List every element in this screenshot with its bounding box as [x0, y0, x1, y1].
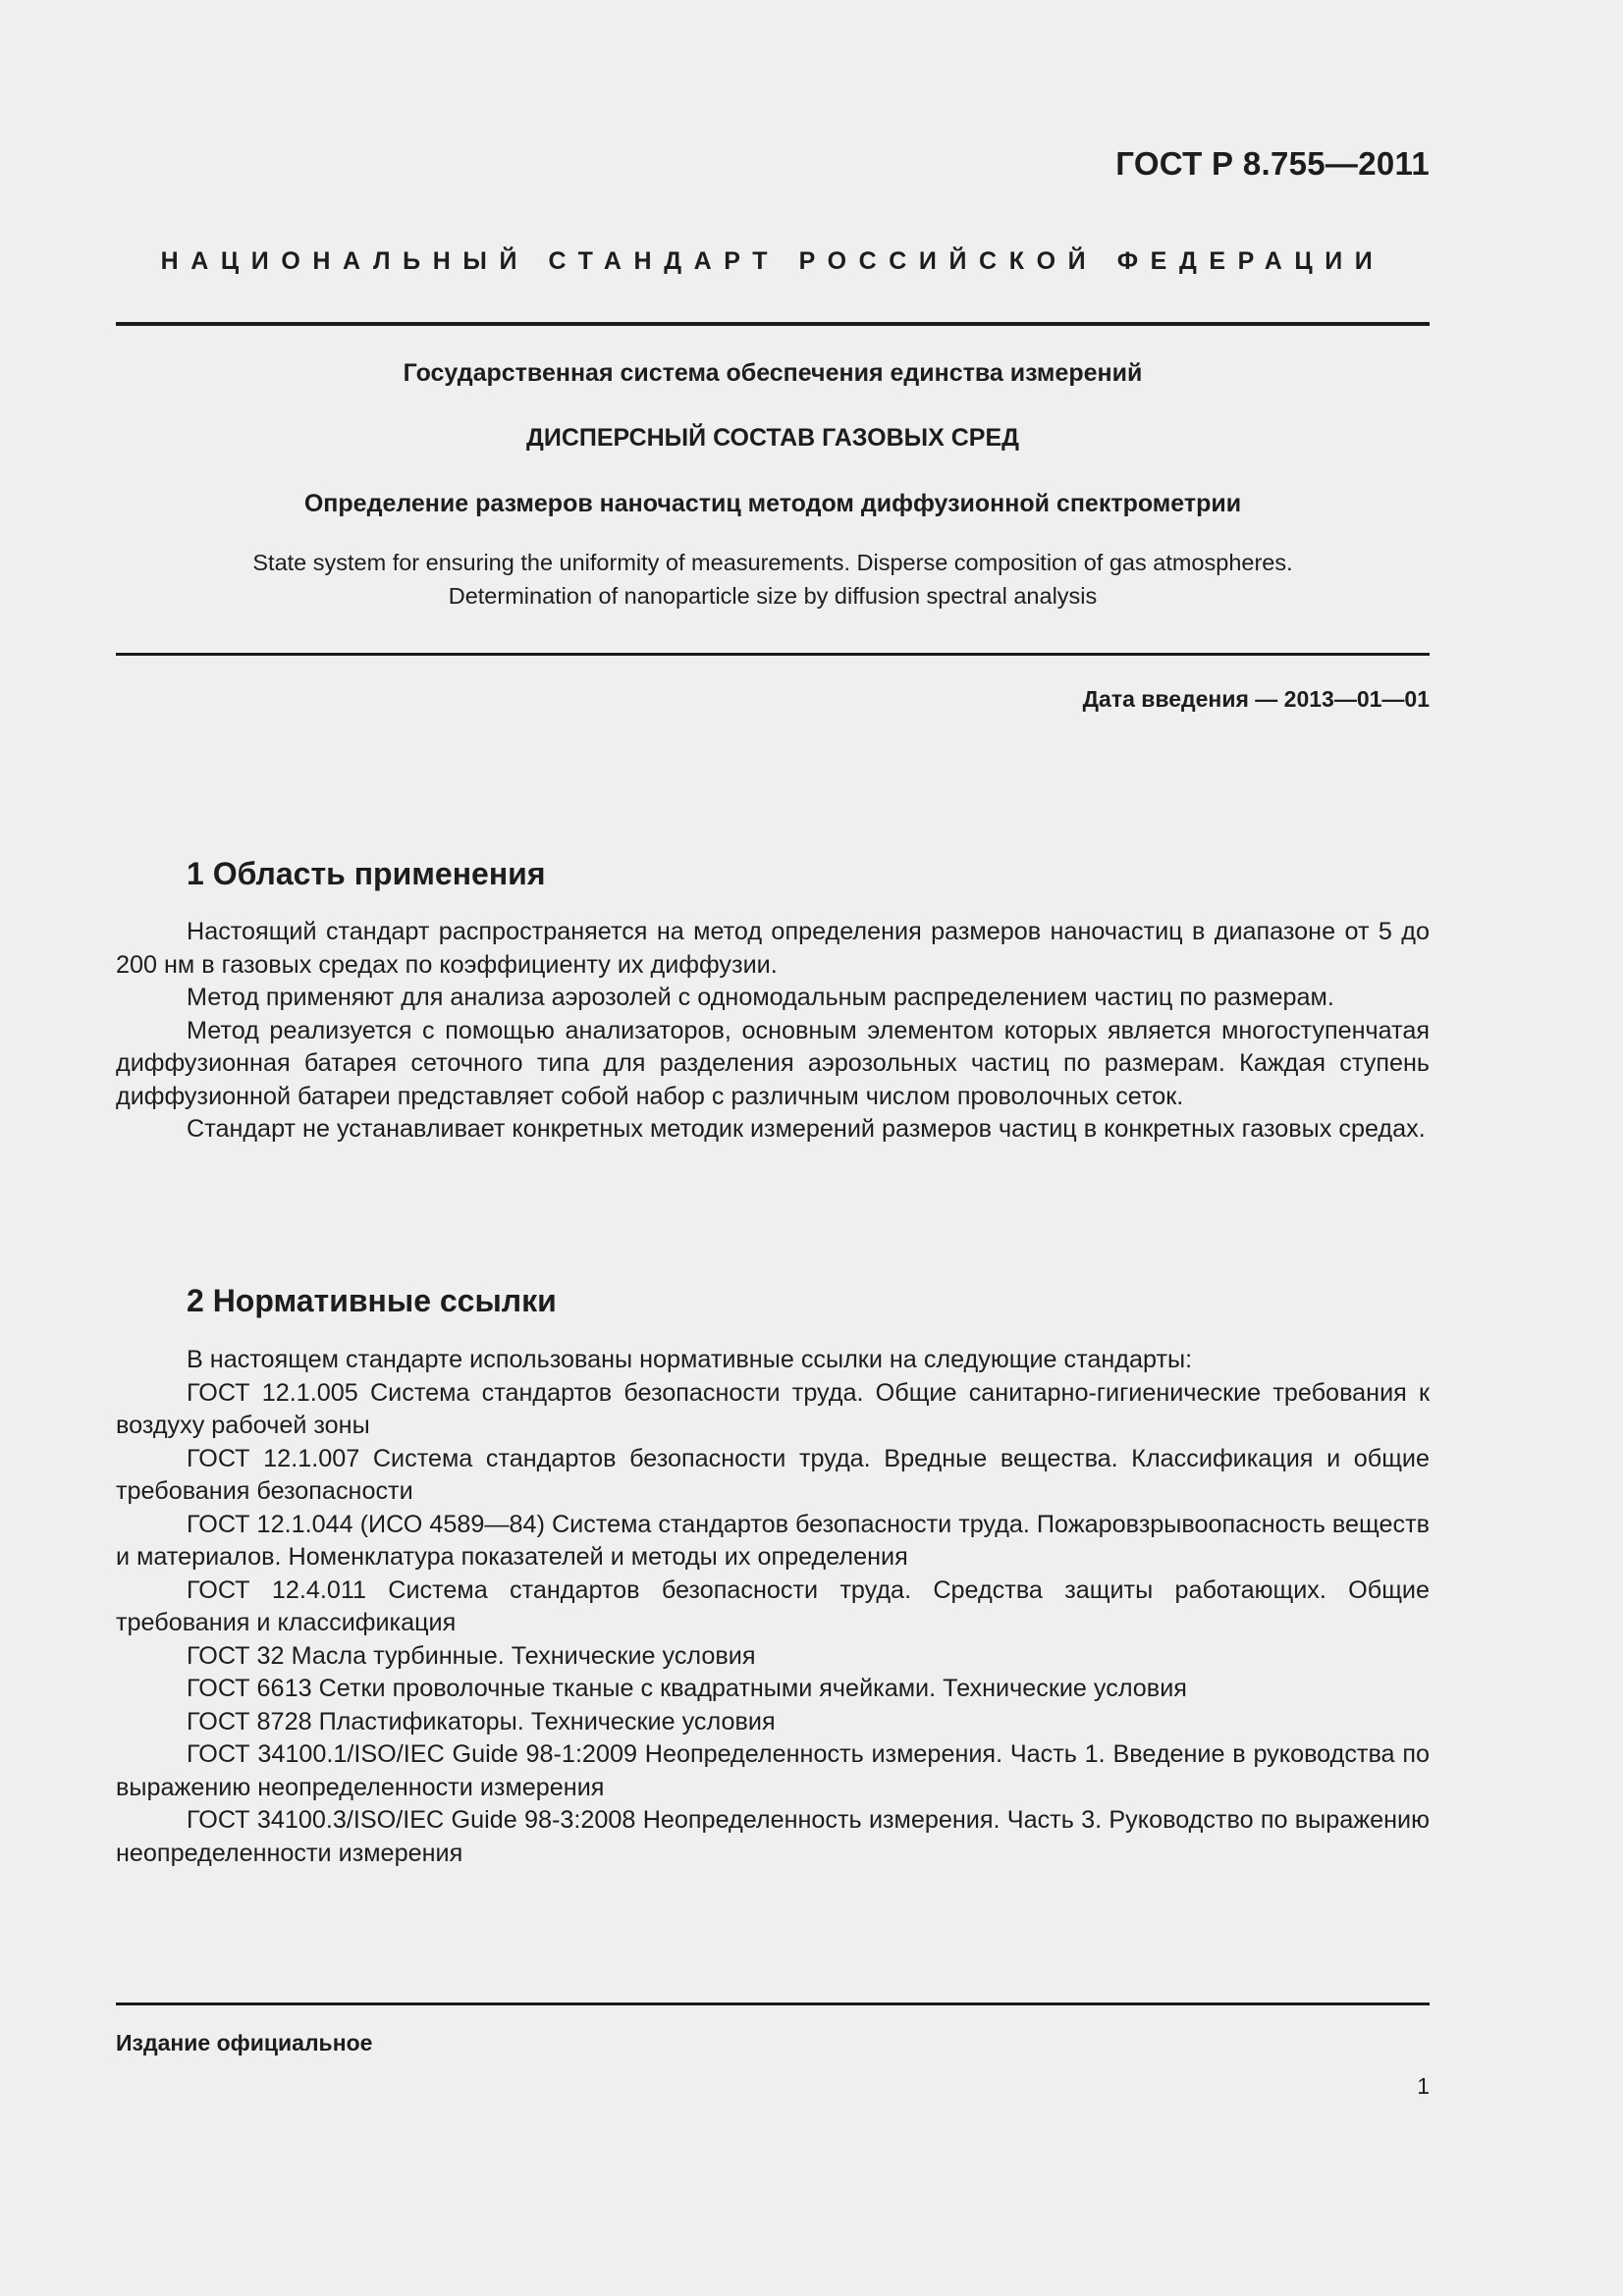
national-standard-banner: НАЦИОНАЛЬНЫЙ СТАНДАРТ РОССИЙСКОЙ ФЕДЕРАЦИИ — [160, 247, 1385, 275]
main-title: ДИСПЕРСНЫЙ СОСТАВ ГАЗОВЫХ СРЕД — [526, 424, 1019, 452]
reference-item: ГОСТ 6613 Сетки проволочные тканые с квадратными ячейками. Технические условия — [187, 1675, 1187, 1702]
section-2-body — [116, 1344, 1430, 1870]
footer-divider — [116, 2002, 1430, 2005]
reference-item: ГОСТ 12.1.007 Система стандартов безопасности труда. Вредные вещества. Классификация и общие требования безопасности — [116, 1444, 1430, 1505]
document-code: ГОСТ Р 8.755—2011 — [1115, 145, 1430, 182]
english-title-line-2: Determination of nanoparticle size by diffusion spectral analysis — [448, 583, 1098, 609]
paragraph: Метод реализуется с помощью анализаторов, основным элементом которых является многоступенчатая диффузионная батарея сеточного типа для разделения аэрозольных частиц по размерам. Каждая ступень диффузионной батареи представляет собой набор с различным числом проволочных сеток. — [116, 1016, 1430, 1110]
subtitle: Определение размеров наночастиц методом диффузионной спектрометрии — [303, 490, 1242, 517]
english-title-line-1: State system for ensuring the uniformity of measurements. Disperse composition of gas atmospheres. — [252, 550, 1293, 575]
paragraph: Настоящий стандарт распространяется на метод определения размеров наночастиц в диапазоне от 5 до 200 нм в газовых средах по коэффициенту их диффузии. — [116, 918, 1430, 979]
reference-item: ГОСТ 32 Масла турбинные. Технические условия — [187, 1641, 756, 1670]
reference-item: ГОСТ 34100.1/ISO/IEC Guide 98-1:2009 Неопределенность измерения. Часть 1. Введение в руководства по выражению неопределенности измерения — [116, 1740, 1430, 1801]
reference-item: ГОСТ 34100.3/ISO/IEC Guide 98-3:2008 Неопределенность измерения. Часть 3. Руководство по выражению неопределенности измерения — [116, 1806, 1430, 1867]
section-1-body — [116, 916, 1430, 1147]
reference-item: ГОСТ 8728 Пластификаторы. Технические условия — [187, 1707, 776, 1735]
official-edition-label: Издание официальное — [116, 2030, 373, 2056]
system-title: Государственная система обеспечения единства измерений — [403, 359, 1143, 387]
paragraph: В настоящем стандарте использованы нормативные ссылки на следующие стандарты: — [187, 1346, 1193, 1373]
section-1-heading: 1 Область применения — [187, 856, 546, 891]
paragraph: Стандарт не устанавливает конкретных методик измерений размеров частиц в конкретных газовых средах. — [187, 1115, 1426, 1143]
page-number: 1 — [1417, 2073, 1430, 2099]
reference-item: ГОСТ 12.1.005 Система стандартов безопасности труда. Общие санитарно-гигиенические требования к воздуху рабочей зоны — [116, 1378, 1430, 1439]
section-2-heading: 2 Нормативные ссылки — [187, 1283, 557, 1318]
paragraph: Метод применяют для анализа аэрозолей с одномодальным распределением частиц по размерам. — [187, 984, 1334, 1011]
document-page — [116, 0, 1430, 2296]
header-divider — [116, 322, 1430, 326]
introduction-date: Дата введения — 2013—01—01 — [1082, 686, 1430, 712]
title-divider — [116, 653, 1430, 656]
reference-item: ГОСТ 12.4.011 Система стандартов безопасности труда. Средства защиты работающих. Общие требования и классификация — [116, 1575, 1430, 1636]
reference-item: ГОСТ 12.1.044 (ИСО 4589—84) Система стандартов безопасности труда. Пожаровзрывоопасность веществ и материалов. Номенклатура показателей и методы их определения — [116, 1510, 1430, 1571]
